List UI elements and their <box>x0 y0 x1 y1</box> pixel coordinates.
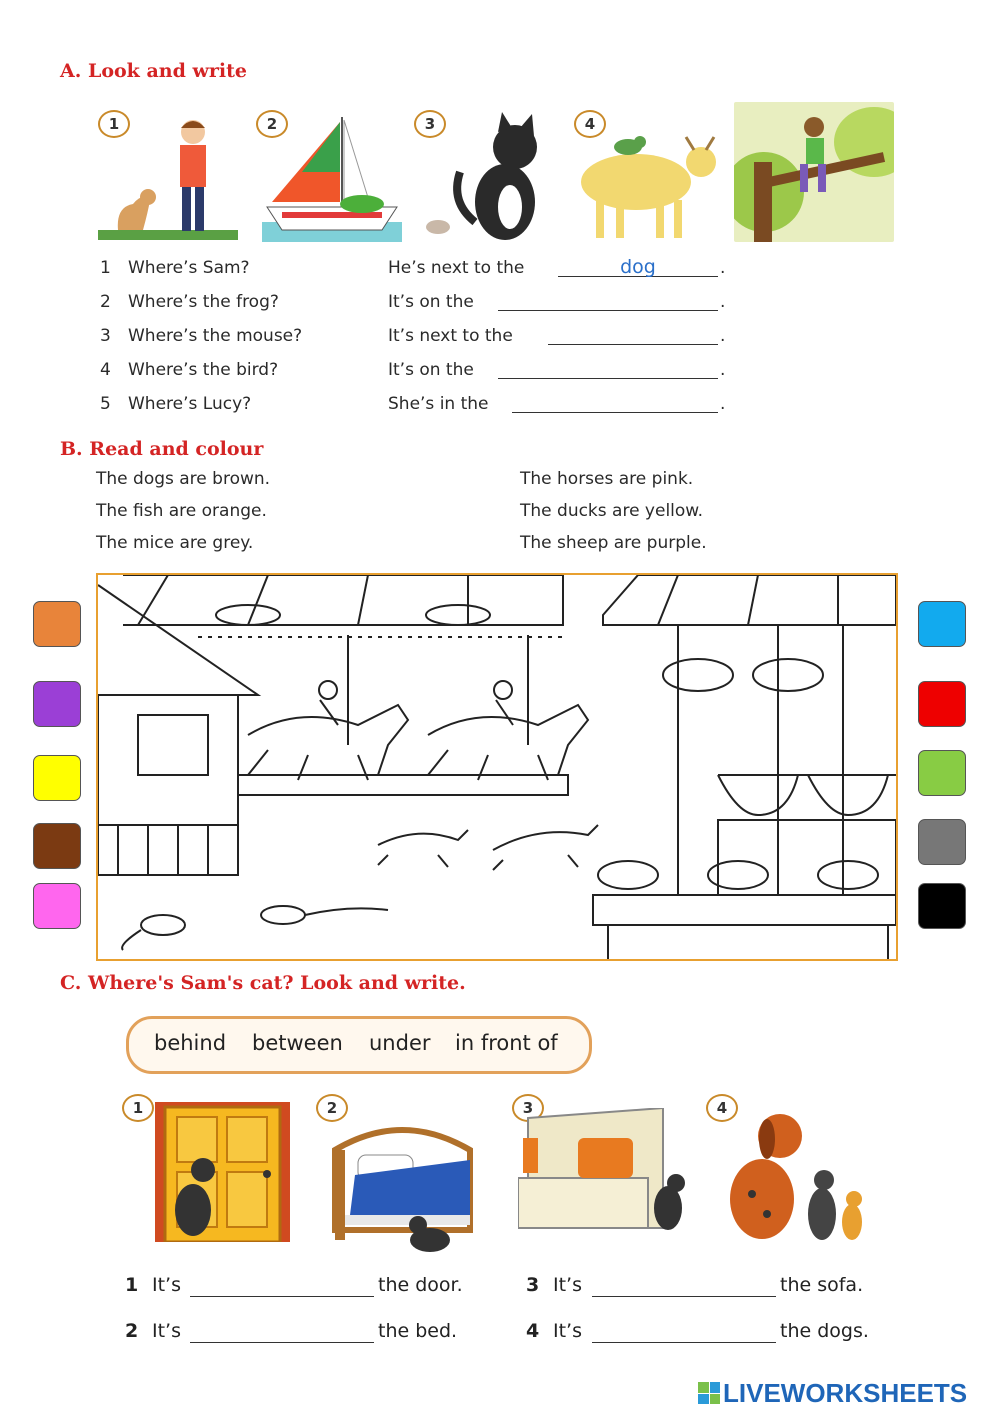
colour-swatch[interactable] <box>33 681 81 727</box>
answer-end: . <box>720 292 726 312</box>
picture-number: 3 <box>512 1094 544 1122</box>
colour-swatch[interactable] <box>33 755 81 801</box>
answer-prefix: It’s next to the <box>388 326 513 346</box>
colour-swatch[interactable] <box>918 601 966 647</box>
logo-text: LIVEWORKSHEETS <box>723 1377 968 1408</box>
colour-swatch[interactable] <box>918 819 966 865</box>
answer-input[interactable] <box>548 324 718 345</box>
sentence-number: 2 <box>125 1320 139 1342</box>
sentence-number: 1 <box>125 1274 139 1296</box>
goat-with-bird-icon <box>566 112 720 242</box>
picture-number: 4 <box>574 110 606 138</box>
question-number: 2 <box>100 292 111 312</box>
liveworksheets-logo <box>698 1377 968 1408</box>
colour-instruction: The fish are orange. <box>96 501 267 521</box>
sentence-end: the sofa. <box>780 1274 864 1296</box>
question-number: 1 <box>100 258 111 278</box>
cat-in-front-of-door-icon <box>155 1102 290 1242</box>
colour-instruction: The mice are grey. <box>96 533 254 553</box>
question-text: Where’s the mouse? <box>128 326 303 346</box>
cat-under-bed-icon <box>330 1120 475 1255</box>
answer-input[interactable] <box>592 1324 776 1343</box>
sentence-number: 4 <box>526 1320 540 1342</box>
answer-end: . <box>720 394 726 414</box>
sentence-start: It’s <box>152 1320 181 1342</box>
answer-input[interactable] <box>498 358 718 379</box>
answer-prefix: It’s on the <box>388 360 474 380</box>
answer-end: . <box>720 258 726 278</box>
question-number: 3 <box>100 326 111 346</box>
colour-swatch[interactable] <box>33 883 81 929</box>
picture-number: 2 <box>316 1094 348 1122</box>
cat-and-mouse-icon <box>420 112 560 242</box>
colour-instruction: The horses are pink. <box>520 469 694 489</box>
answer-end: . <box>720 360 726 380</box>
sailboat-with-frog-icon <box>262 112 402 242</box>
picture-number: 4 <box>706 1094 738 1122</box>
colour-swatch[interactable] <box>918 750 966 796</box>
answer-input[interactable] <box>190 1278 374 1297</box>
picture-number: 3 <box>414 110 446 138</box>
word-bank-item: behind <box>154 1031 227 1055</box>
colour-swatch[interactable] <box>33 601 81 647</box>
sentence-end: the bed. <box>378 1320 458 1342</box>
girl-in-tree-icon <box>734 102 894 242</box>
question-text: Where’s the bird? <box>128 360 279 380</box>
word-bank-item: under <box>369 1031 431 1055</box>
sentence-end: the dogs. <box>780 1320 869 1342</box>
sentence-start: It’s <box>553 1274 582 1296</box>
question-text: Where’s the frog? <box>128 292 279 312</box>
boy-and-dog-icon <box>98 112 238 242</box>
colour-instruction: The ducks are yellow. <box>520 501 704 521</box>
picture-number: 1 <box>98 110 130 138</box>
picture-number: 2 <box>256 110 288 138</box>
question-text: Where’s Lucy? <box>128 394 252 414</box>
colour-instruction: The dogs are brown. <box>96 469 271 489</box>
answer-input[interactable] <box>498 290 718 311</box>
picture-number: 1 <box>122 1094 154 1122</box>
answer-prefix: It’s on the <box>388 292 474 312</box>
colour-swatch[interactable] <box>918 883 966 929</box>
sentence-start: It’s <box>152 1274 181 1296</box>
cat-behind-sofa-icon <box>518 1108 688 1243</box>
question-number: 4 <box>100 360 111 380</box>
cat-between-dogs-icon <box>722 1104 872 1244</box>
word-bank <box>126 1016 592 1074</box>
liveworksheets-logo-icon <box>698 1382 720 1404</box>
sentence-number: 3 <box>526 1274 540 1296</box>
section-a-heading: A. Look and write <box>60 60 247 82</box>
colour-swatch[interactable] <box>33 823 81 869</box>
colour-instruction: The sheep are purple. <box>520 533 707 553</box>
answer-input[interactable]: dog <box>558 256 718 277</box>
answer-input[interactable] <box>512 392 718 413</box>
fairground-colouring-scene-icon[interactable] <box>96 573 898 961</box>
answer-input[interactable] <box>592 1278 776 1297</box>
answer-prefix: He’s next to the <box>388 258 525 278</box>
answer-input[interactable] <box>190 1324 374 1343</box>
question-number: 5 <box>100 394 111 414</box>
colour-swatch[interactable] <box>918 681 966 727</box>
sentence-start: It’s <box>553 1320 582 1342</box>
sentence-end: the door. <box>378 1274 463 1296</box>
answer-end: . <box>720 326 726 346</box>
section-c-heading: C. Where's Sam's cat? Look and write. <box>60 972 466 994</box>
answer-prefix: She’s in the <box>388 394 489 414</box>
word-bank-item: between <box>252 1031 343 1055</box>
section-b-heading: B. Read and colour <box>60 438 264 460</box>
question-text: Where’s Sam? <box>128 258 250 278</box>
word-bank-item: in front of <box>455 1031 558 1055</box>
